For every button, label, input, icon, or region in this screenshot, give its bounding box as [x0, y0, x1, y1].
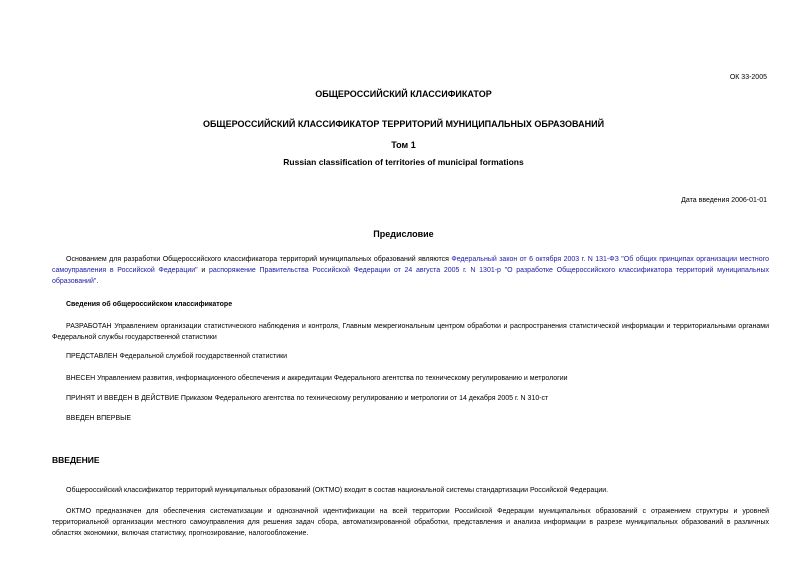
introduced-by-paragraph: ВНЕСЕН Управлением развития, информационного обеспечения и аккредитации Федерального агентства по техническому регулированию и метрологии [66, 375, 568, 382]
title-full: ОБЩЕРОССИЙСКИЙ КЛАССИФИКАТОР ТЕРРИТОРИЙ МУНИЦИПАЛЬНЫХ ОБРАЗОВАНИЙ [202, 119, 605, 129]
government-order-link[interactable]: распоряжение Правительства Российской Федерации от 24 августа 2005 г. N 1301-р "О разработке Общероссийского классификатора территорий муниципальных образований" [52, 267, 769, 285]
title-main: ОБЩЕРОССИЙСКИЙ КЛАССИФИКАТОР [315, 89, 492, 99]
title-english: Russian classification of territories of municipal formations [283, 157, 524, 167]
document-code: ОК 33-2005 [729, 74, 767, 81]
first-time-paragraph: ВВЕДЕН ВПЕРВЫЕ [66, 415, 131, 422]
basis-text-end: . [96, 278, 99, 285]
basis-text-mid: и [197, 267, 209, 274]
presented-by-paragraph: ПРЕДСТАВЛЕН Федеральной службой государственной статистики [66, 353, 288, 360]
introduction-paragraph-1: Общероссийский классификатор территорий муниципальных образований (ОКТМО) входит в состав национальной системы стандартизации Российской Федерации. [66, 487, 609, 494]
introduction-heading: ВВЕДЕНИЕ [52, 455, 100, 465]
basis-text-start: Основанием для разработки Общероссийского классификатора территорий муниципальных образований являются [66, 256, 452, 263]
developed-by-paragraph: РАЗРАБОТАН Управлением организации статистического наблюдения и контроля, Главным межрегиональным центром обработки и распространения статистической информации и территориальными органами Федеральной службы государственной статистики [52, 323, 769, 341]
classifier-info-heading: Сведения об общероссийском классификаторе [66, 301, 233, 308]
introduction-date: Дата введения 2006-01-01 [681, 197, 767, 204]
preface-heading: Предисловие [373, 229, 434, 239]
introduction-paragraph-2: ОКТМО предназначен для обеспечения систематизации и однозначной идентификации на всей территории Российской Федерации муниципальных образований с отражением структуры и уровней территориальной организации местного самоуправления для решения задач сбора, автоматизированной обработки, представления и анализа информации в разрезе муниципальных образований в различных областях экономики, включая статистику, прогнозирование, налогообложение. [52, 508, 769, 537]
preface-paragraph-basis [52, 254, 769, 287]
volume-label: Том 1 [391, 140, 416, 150]
adopted-paragraph: ПРИНЯТ И ВВЕДЕН В ДЕЙСТВИЕ Приказом Федерального агентства по техническому регулированию и метрологии от 14 декабря 2005 г. N 310-ст [66, 395, 549, 402]
federal-law-link[interactable]: Федеральный закон от 6 октября 2003 г. N 131-ФЗ "Об общих принципах организации местного самоуправления в Российской Федерации" [52, 256, 769, 274]
